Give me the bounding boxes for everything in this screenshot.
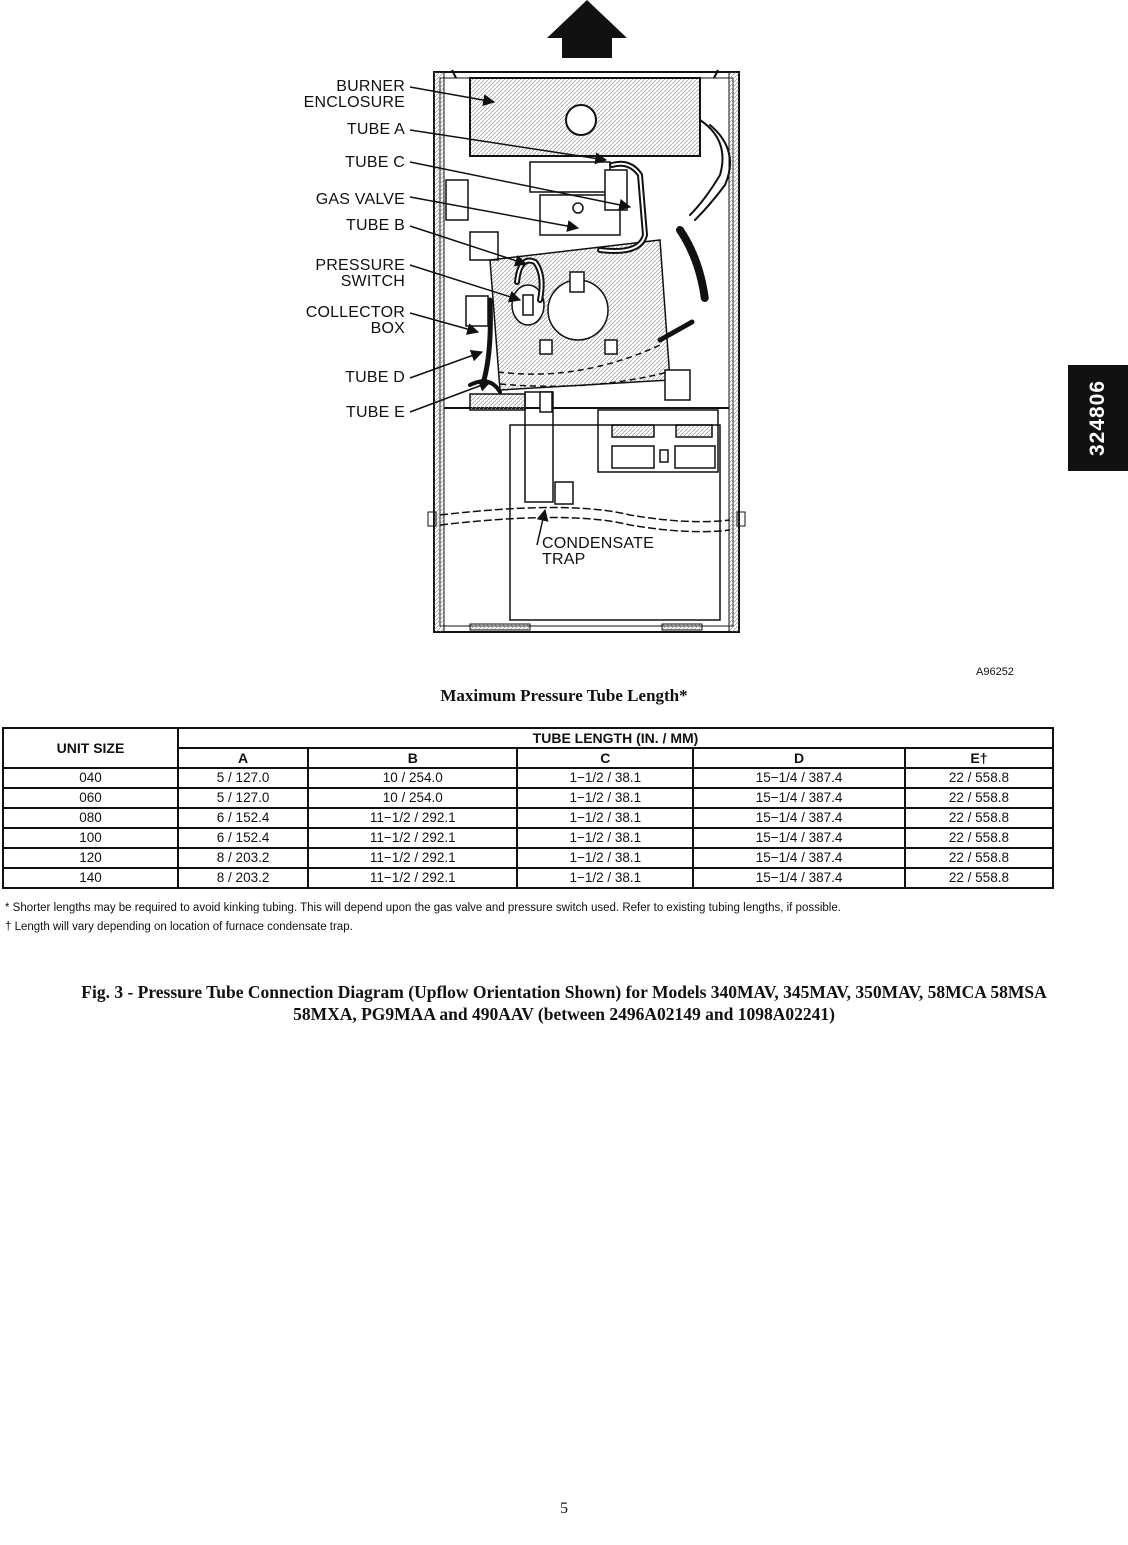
figure-code: A96252	[976, 666, 1014, 678]
side-tab	[1068, 365, 1128, 471]
cell-b: 11−1/2 / 292.1	[308, 828, 517, 848]
cell-d: 15−1/4 / 387.4	[693, 848, 905, 868]
cell-b: 11−1/2 / 292.1	[308, 808, 517, 828]
cell-c: 1−1/2 / 38.1	[517, 848, 693, 868]
cell-b: 10 / 254.0	[308, 768, 517, 788]
label-gas-valve: GAS VALVE	[315, 191, 405, 208]
cell-e: 22 / 558.8	[905, 808, 1053, 828]
side-tab-label: 324806	[1086, 379, 1110, 457]
cell-a: 8 / 203.2	[178, 868, 308, 888]
cell-e: 22 / 558.8	[905, 768, 1053, 788]
cell-a: 6 / 152.4	[178, 808, 308, 828]
cell-unit: 120	[3, 848, 178, 868]
note-asterisk: * Shorter lengths may be required to avoid kinking tubing. This will depend upon the gas valve and pressure switch used. Refer to existing tubing lengths, if possible.	[5, 902, 841, 914]
cell-d: 15−1/4 / 387.4	[693, 808, 905, 828]
column-header-d: D	[693, 748, 905, 768]
label-burner-enclosure: BURNER ENCLOSURE	[303, 78, 405, 111]
cell-d: 15−1/4 / 387.4	[693, 768, 905, 788]
unit-size-header: UNIT SIZE	[3, 728, 178, 768]
table-title: Maximum Pressure Tube Length*	[440, 686, 688, 705]
label-tube-b: TUBE B	[346, 217, 405, 234]
table-row	[3, 828, 1053, 848]
table-row	[3, 808, 1053, 828]
cell-c: 1−1/2 / 38.1	[517, 808, 693, 828]
cell-unit: 140	[3, 868, 178, 888]
cell-e: 22 / 558.8	[905, 868, 1053, 888]
cell-unit: 040	[3, 768, 178, 788]
label-tube-d: TUBE D	[345, 369, 405, 386]
tube-length-header: TUBE LENGTH (IN. / MM)	[178, 728, 1053, 748]
label-tube-e: TUBE E	[346, 404, 405, 421]
label-condensate-trap: CONDENSATE TRAP	[542, 535, 654, 568]
up-arrow-icon	[547, 0, 627, 58]
cell-c: 1−1/2 / 38.1	[517, 768, 693, 788]
column-header-a: A	[178, 748, 308, 768]
table-row	[3, 868, 1053, 888]
cell-c: 1−1/2 / 38.1	[517, 788, 693, 808]
control-board	[440, 392, 730, 620]
figure-caption	[0, 981, 1128, 1025]
cell-a: 8 / 203.2	[178, 848, 308, 868]
column-header-e: E†	[905, 748, 1053, 768]
cell-unit: 100	[3, 828, 178, 848]
page-number: 5	[560, 1500, 568, 1517]
label-tube-a: TUBE A	[346, 121, 405, 138]
cell-unit: 060	[3, 788, 178, 808]
cell-d: 15−1/4 / 387.4	[693, 828, 905, 848]
table-notes	[5, 901, 1045, 939]
table-header-row	[3, 728, 1053, 748]
cell-c: 1−1/2 / 38.1	[517, 828, 693, 848]
column-header-b: B	[308, 748, 517, 768]
label-pressure-switch: PRESSURE SWITCH	[315, 257, 405, 290]
caption-line-1: Fig. 3 - Pressure Tube Connection Diagram (Upflow Orientation Shown) for Models 340MAV, 345MAV, 350MAV, 58MCA 58MSA	[81, 982, 1047, 1002]
cell-b: 11−1/2 / 292.1	[308, 868, 517, 888]
cell-unit: 080	[3, 808, 178, 828]
note-dagger: † Length will vary depending on location of furnace condensate trap.	[5, 921, 353, 933]
cell-b: 11−1/2 / 292.1	[308, 848, 517, 868]
table-row	[3, 768, 1053, 788]
cell-e: 22 / 558.8	[905, 828, 1053, 848]
cell-c: 1−1/2 / 38.1	[517, 868, 693, 888]
cell-e: 22 / 558.8	[905, 788, 1053, 808]
table-row	[3, 848, 1053, 868]
cell-d: 15−1/4 / 387.4	[693, 788, 905, 808]
cell-b: 10 / 254.0	[308, 788, 517, 808]
table-row	[3, 788, 1053, 808]
cell-a: 6 / 152.4	[178, 828, 308, 848]
tube-length-table	[2, 727, 1054, 889]
column-header-c: C	[517, 748, 693, 768]
furnace-diagram	[0, 0, 1128, 660]
cell-a: 5 / 127.0	[178, 768, 308, 788]
cell-a: 5 / 127.0	[178, 788, 308, 808]
cell-d: 15−1/4 / 387.4	[693, 868, 905, 888]
caption-line-2: 58MXA, PG9MAA and 490AAV (between 2496A02149 and 1098A02241)	[293, 1004, 835, 1024]
cell-e: 22 / 558.8	[905, 848, 1053, 868]
label-tube-c: TUBE C	[345, 154, 405, 171]
label-collector-box: COLLECTOR BOX	[305, 304, 405, 337]
